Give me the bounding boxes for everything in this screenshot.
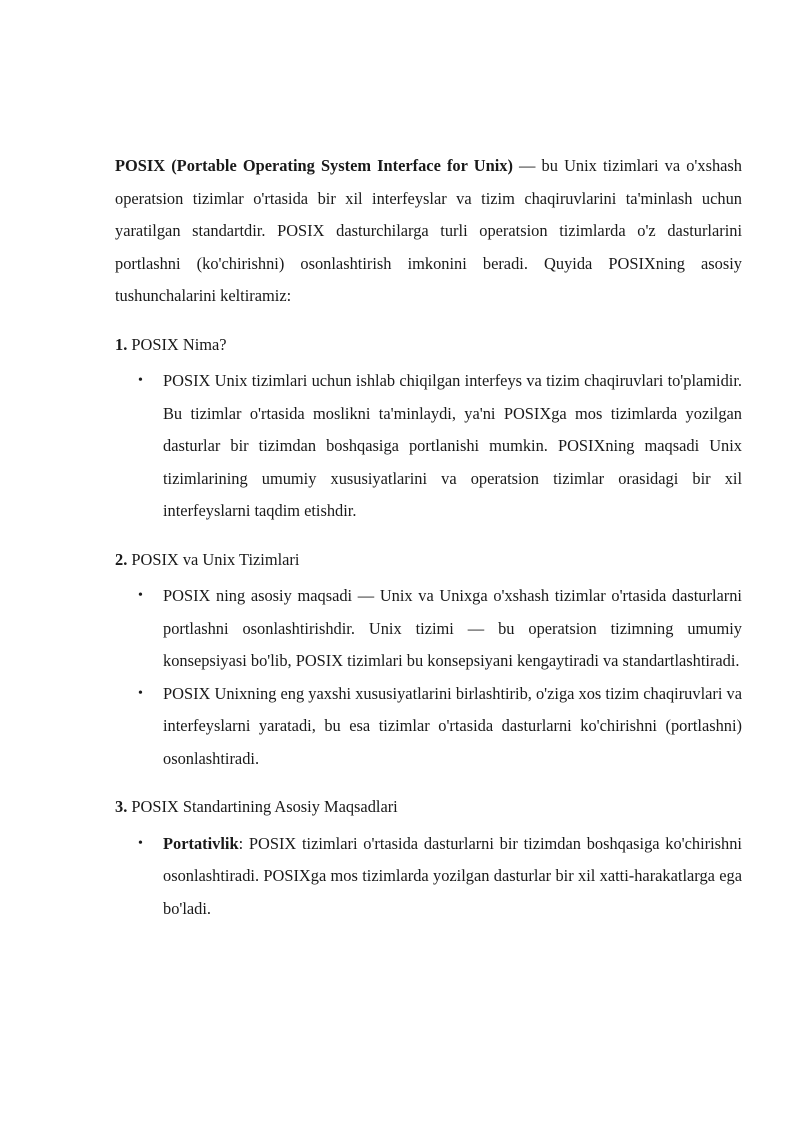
section-3 (115, 791, 742, 925)
bullet-text: : POSIX tizimlari o'rtasida dasturlarni bir tizimdan boshqasiga ko'chirishni osonlashtiradi. POSIXga mos tizimlarda yozilgan dasturlar bir xil xatti-harakatlarga ega bo'ladi. (163, 833, 742, 918)
section-title: POSIX Standartining Asosiy Maqsadlari (127, 797, 398, 816)
section-1 (115, 329, 742, 528)
section-heading (115, 329, 742, 362)
document-page (115, 150, 742, 941)
intro-text: — bu Unix tizimlari va o'xshash operatsion tizimlar o'rtasida bir xil interfeyslar va tizim chaqiruvlarini ta'minlash uchun yaratilgan standartdir. POSIX dasturchilarga turli operatsion tizimlarda o'z dasturlarini portlashni (ko'chirishni) osonlashtirish imkonini beradi. Quyida POSIXning asosiy tushunchalarini keltiramiz: (115, 156, 742, 305)
section-heading (115, 791, 742, 824)
list-item (115, 580, 742, 678)
section-2 (115, 544, 742, 776)
bullet-icon: • (138, 588, 143, 603)
section-number: 2. (115, 549, 128, 569)
list-item (115, 828, 742, 926)
section-number: 1. (115, 334, 128, 354)
bullet-text: POSIX Unix tizimlari uchun ishlab chiqilgan interfeys va tizim chaqiruvlari to'plamidir. Bu tizimlar o'rtasida moslikni ta'minlaydi, ya'ni POSIXga mos tizimlarda yozilgan dasturlar bir tizimdan boshqasiga portlanishi mumkin. POSIXning maqsadi Unix tizimlarining umumiy xususiyatlarini va operatsion tizimlar orasidagi bir xil interfeyslarni taqdim etishdir. (163, 371, 742, 520)
section-title: POSIX Nima? (127, 334, 227, 354)
section-title: POSIX va Unix Tizimlari (127, 549, 300, 569)
bullet-list (115, 365, 742, 528)
intro-bold-lead: POSIX (Portable Operating System Interface for Unix) (115, 156, 513, 175)
section-number: 3. (115, 797, 128, 816)
list-item (115, 678, 742, 776)
list-item (115, 365, 742, 528)
bullet-list (115, 828, 742, 926)
bullet-icon: • (138, 835, 143, 851)
bullet-icon: • (138, 373, 143, 388)
intro-paragraph (115, 150, 742, 313)
bullet-list (115, 580, 742, 775)
bullet-icon: • (138, 685, 143, 701)
bullet-text: POSIX Unixning eng yaxshi xususiyatlarini birlashtirib, o'ziga xos tizim chaqiruvlari va interfeyslarni yaratadi, bu esa tizimlar o'rtasida dasturlarni ko'chirishni (portlashni) osonlashtiradi. (163, 683, 742, 768)
section-heading (115, 544, 742, 577)
bullet-bold-term: Portativlik (163, 833, 239, 853)
bullet-text: POSIX ning asosiy maqsadi — Unix va Unixga o'xshash tizimlar o'rtasida dasturlarni portlashni osonlashtirishdir. Unix tizimi — bu operatsion tizimning umumiy konsepsiyasi bo'lib, POSIX tizimlari bu konsepsiyani kengaytiradi va standartlashtiradi. (163, 586, 742, 670)
